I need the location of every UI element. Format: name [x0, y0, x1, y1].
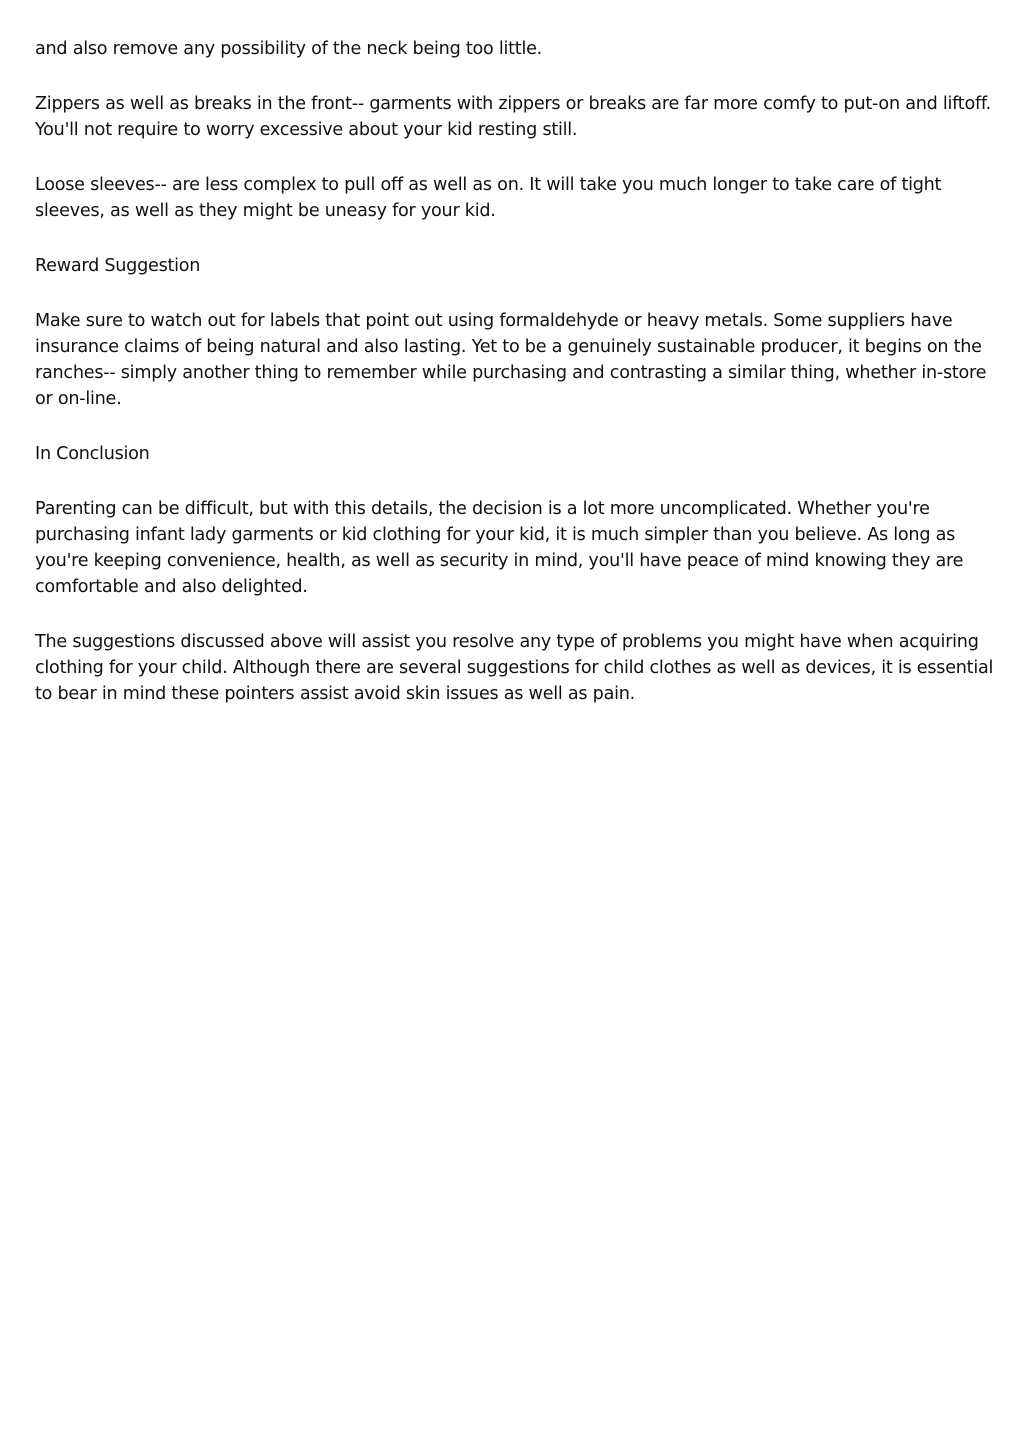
document-page — [35, 36, 995, 736]
paragraph-zippers: Zippers as well as breaks in the front-- garments with zippers or breaks are far more comfy to put-on and liftoff. You'll not require to worry excessive about your kid resting still. — [35, 94, 991, 140]
paragraph-suggestions: The suggestions discussed above will assist you resolve any type of problems you might have when acquiring clothing for your child. Although there are several suggestions for child clothes as well as devices, it is essential to bear in mind these pointers assist avoid skin issues as well as pain. — [35, 632, 994, 704]
paragraph-neck: and also remove any possibility of the neck being too little. — [35, 39, 542, 59]
paragraph-loose-sleeves: Loose sleeves-- are less complex to pull off as well as on. It will take you much longer to take care of tight sleeves, as well as they might be uneasy for your kid. — [35, 175, 942, 221]
heading-in-conclusion: In Conclusion — [35, 444, 150, 464]
paragraph-labels: Make sure to watch out for labels that point out using formaldehyde or heavy metals. Some suppliers have insurance claims of being natural and also lasting. Yet to be a genuinely sustainable producer, it begins on the ranches-- simply another thing to remember while purchasing and contrasting a similar thing, whether in-store or on-line. — [35, 311, 987, 409]
paragraph-parenting: Parenting can be difficult, but with this details, the decision is a lot more uncomplicated. Whether you're purchasing infant lady garments or kid clothing for your kid, it is much simpler than you believe. As long as you're keeping convenience, health, as well as security in mind, you'll have peace of mind knowing they are comfortable and also delighted. — [35, 499, 964, 597]
heading-reward-suggestion: Reward Suggestion — [35, 256, 201, 276]
